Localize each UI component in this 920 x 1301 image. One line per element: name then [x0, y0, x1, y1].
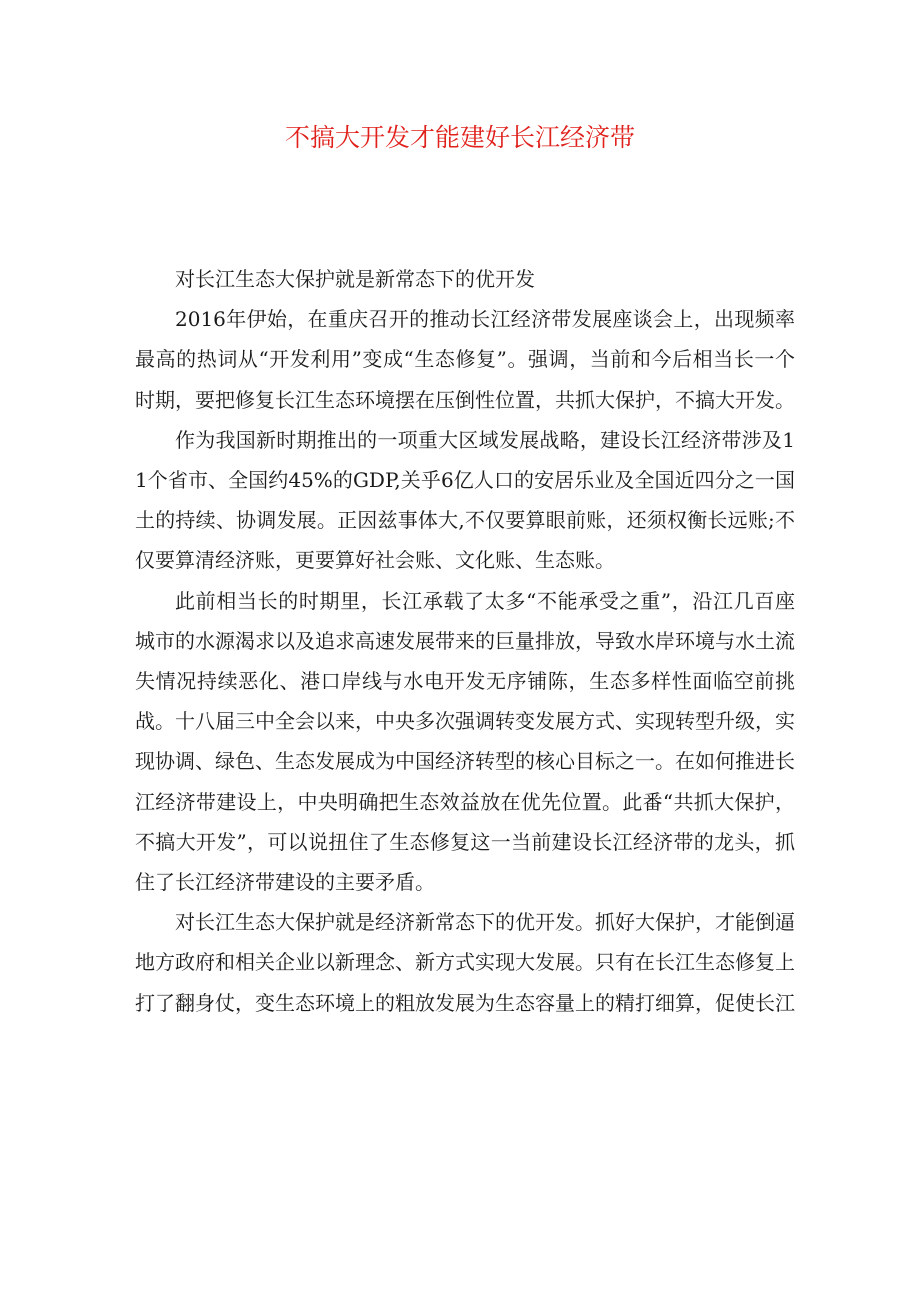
document-body — [135, 259, 795, 1023]
paragraph-4: 对长江生态大保护就是经济新常态下的优开发。抓好大保护，才能倒逼地方政府和相关企业以新理念、新方式实现大发展。只有在长江生态修复上打了翻身仗，变生态环境上的粗放发展为生态容量上的精打细算，促使长江 — [135, 910, 795, 1015]
document-title: 不搞大开发才能建好长江经济带 — [284, 123, 635, 152]
paragraph-1: 2016年伊始，在重庆召开的推动长江经济带发展座谈会上，出现频率最高的热词从“开发利用”变成“生态修复”。强调，当前和今后相当长一个时期，要把修复长江生态环境摆在压倒性位置，共抓大保护，不搞大开发。 — [135, 307, 795, 412]
paragraph-3: 此前相当长的时期里，长江承载了太多“不能承受之重”，沿江几百座城市的水源渴求以及追求高速发展带来的巨量排放，导致水岸环境与水土流失情况持续恶化、港口岸线与水电开发无序铺陈，生态多样性面临空前挑战。十八届三中全会以来，中央多次强调转变发展方式、实现转型升级，实现协调、绿色、生态发展成为中国经济转型的核心目标之一。在如何推进长江经济带建设上，中央明确把生态效益放在优先位置。此番“共抓大保护，不搞大开发”，可以说扭住了生态修复这一当前建设长江经济带的龙头，抓住了长江经济带建设的主要矛盾。 — [135, 588, 795, 895]
paragraph-subheading: 对长江生态大保护就是新常态下的优开发 — [175, 267, 535, 291]
paragraph-2: 作为我国新时期推出的一项重大区域发展战略，建设长江经济带涉及11个省市、全国约45%的GDP,关乎6亿人口的安居乐业及全国近四分之一国土的持续、协调发展。正因兹事体大,不仅要算眼前账，还须权衡长远账;不仅要算清经济账，更要算好社会账、文化账、生态账。 — [135, 427, 795, 573]
